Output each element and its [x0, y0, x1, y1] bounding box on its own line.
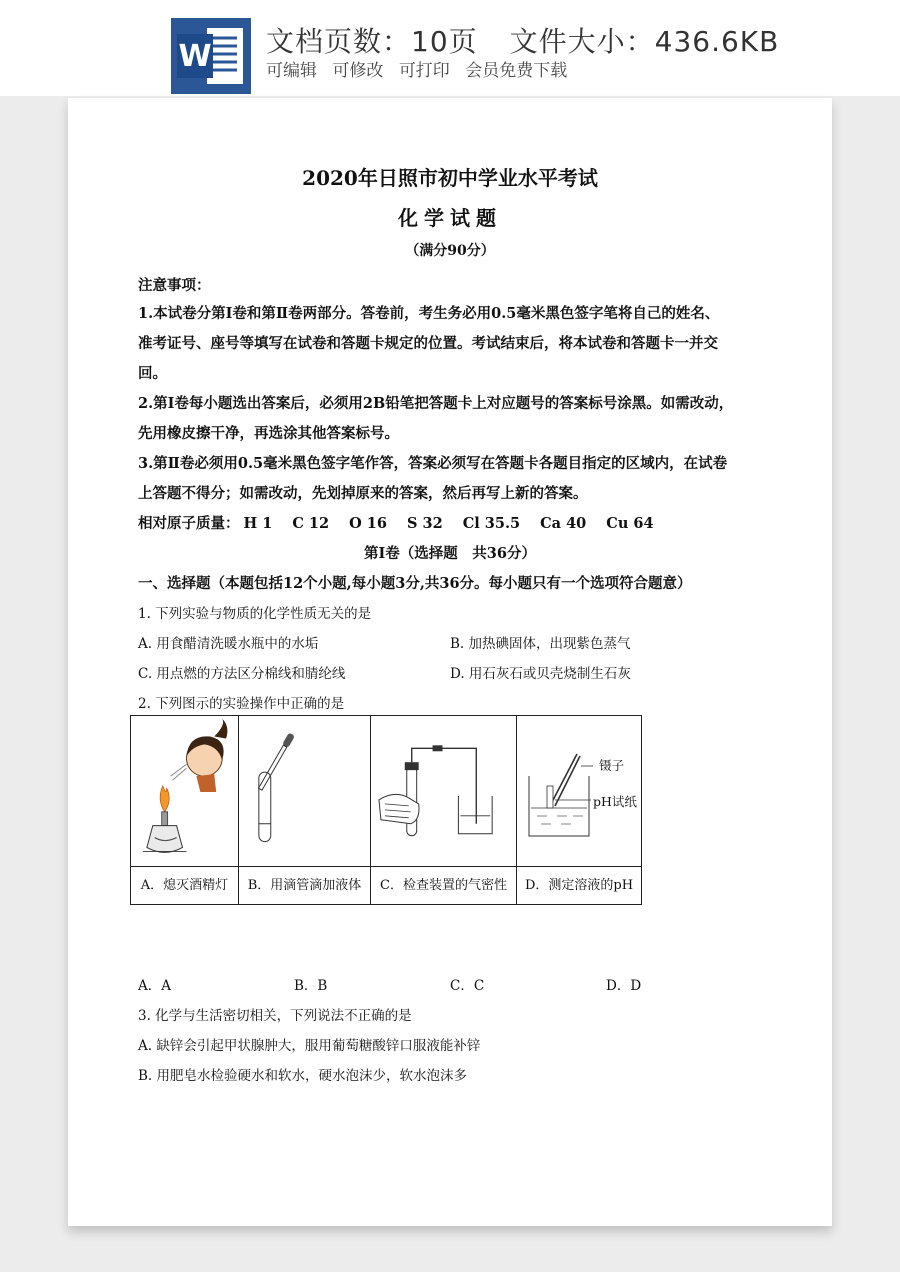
ph-test-illustration	[517, 716, 641, 866]
document-page	[68, 98, 832, 1226]
full-score: （满分90分）	[405, 243, 495, 259]
word-icon	[171, 18, 251, 94]
notice-line: 上答题不得分；如需改动，先划掉原来的答案，然后再写上新的答案。	[138, 485, 588, 502]
atom-mass: C 12	[292, 515, 330, 532]
q2-option-c: C．C	[450, 978, 485, 994]
figure-cell-d	[517, 716, 641, 904]
notice-heading: 注意事项：	[138, 277, 211, 294]
notice-line: 2.第Ⅰ卷每小题选出答案后，必须用2B铅笔把答题卡上对应题号的答案标号涂黑。如需改动，	[138, 395, 734, 412]
atomic-masses	[138, 512, 674, 533]
figure-caption-c: C．检查装置的气密性	[371, 866, 516, 905]
q1-option-d: D. 用石灰石或贝壳烧制生石灰	[450, 666, 631, 682]
feature-member-download[interactable]: 会员免费下载	[465, 61, 568, 81]
q1-option-a: A. 用食醋清洗暖水瓶中的水垢	[138, 636, 319, 652]
part1-title: 第Ⅰ卷（选择题 共36分）	[364, 545, 536, 562]
atom-mass: Ca 40	[540, 515, 587, 532]
q2-option-a: A．A	[138, 978, 171, 994]
figure-cell-c	[371, 716, 517, 904]
atom-mass: O 16	[349, 515, 387, 532]
q1-stem: 1. 下列实验与物质的化学性质无关的是	[138, 606, 372, 622]
exam-subtitle: 化学试题	[398, 206, 502, 230]
figure-caption-d: D．测定溶液的pH	[517, 866, 641, 905]
notice-line: 先用橡皮擦干净，再选涂其他答案标号。	[138, 425, 399, 442]
atom-mass: Cl 35.5	[462, 515, 521, 532]
notice-line: 1.本试卷分第Ⅰ卷和第Ⅱ卷两部分。答卷前，考生务必用0.5毫米黑色签字笔将自己的姓名、	[138, 305, 720, 322]
dropper-illustration	[239, 716, 370, 866]
atomic-masses-label: 相对原子质量：	[138, 515, 240, 532]
q3-option-b: B. 用肥皂水检验硬水和软水，硬水泡沫少，软水泡沫多	[138, 1068, 468, 1084]
blowing-out-lamp-illustration	[131, 716, 238, 866]
file-size: 文件大小：436.6KB	[509, 25, 780, 58]
section1-heading: 一、选择题（本题包括12个小题,每小题3分,共36分。每小题只有一个选项符合题意）	[138, 575, 692, 592]
banner-features	[266, 56, 577, 81]
q2-option-b: B．B	[294, 978, 328, 994]
q1-option-b: B. 加热碘固体，出现紫色蒸气	[450, 636, 631, 652]
notice-line: 回。	[138, 365, 167, 382]
figure-cell-a	[131, 716, 239, 904]
ph-paper-label: pH试纸	[593, 794, 637, 809]
figure-cell-b	[239, 716, 371, 904]
download-banner	[0, 0, 900, 96]
q3-stem: 3. 化学与生活密切相关，下列说法不正确的是	[138, 1008, 412, 1024]
figure-caption-b: B．用滴管滴加液体	[239, 866, 370, 905]
q2-stem: 2. 下列图示的实验操作中正确的是	[138, 696, 345, 712]
figure-caption-a: A．熄灭酒精灯	[131, 866, 238, 905]
airtightness-check-illustration	[371, 716, 516, 866]
page-count: 文档页数：10页	[266, 25, 478, 58]
q2-figure-table	[130, 715, 642, 905]
exam-title: 2020年日照市初中学业水平考试	[302, 166, 598, 190]
q1-option-c: C. 用点燃的方法区分棉线和腈纶线	[138, 666, 346, 682]
banner-stats	[266, 20, 779, 60]
svg-text:W: W	[178, 39, 212, 74]
q2-option-d: D．D	[606, 978, 642, 994]
feature-editable: 可编辑	[266, 61, 317, 81]
atom-mass: H 1	[243, 515, 273, 532]
feature-modifiable: 可修改	[332, 61, 384, 81]
atom-mass: S 32	[406, 515, 443, 532]
notice-line: 准考证号、座号等填写在试卷和答题卡规定的位置。考试结束后，将本试卷和答题卡一并交	[138, 335, 718, 352]
q3-option-a: A. 缺锌会引起甲状腺肿大，服用葡萄糖酸锌口服液能补锌	[138, 1038, 481, 1054]
notice-line: 3.第Ⅱ卷必须用0.5毫米黑色签字笔作答，答案必须写在答题卡各题目指定的区域内，在试卷	[138, 455, 728, 472]
tweezers-label: 镊子	[599, 758, 625, 773]
feature-printable: 可打印	[398, 61, 450, 81]
atom-mass: Cu 64	[606, 515, 654, 532]
